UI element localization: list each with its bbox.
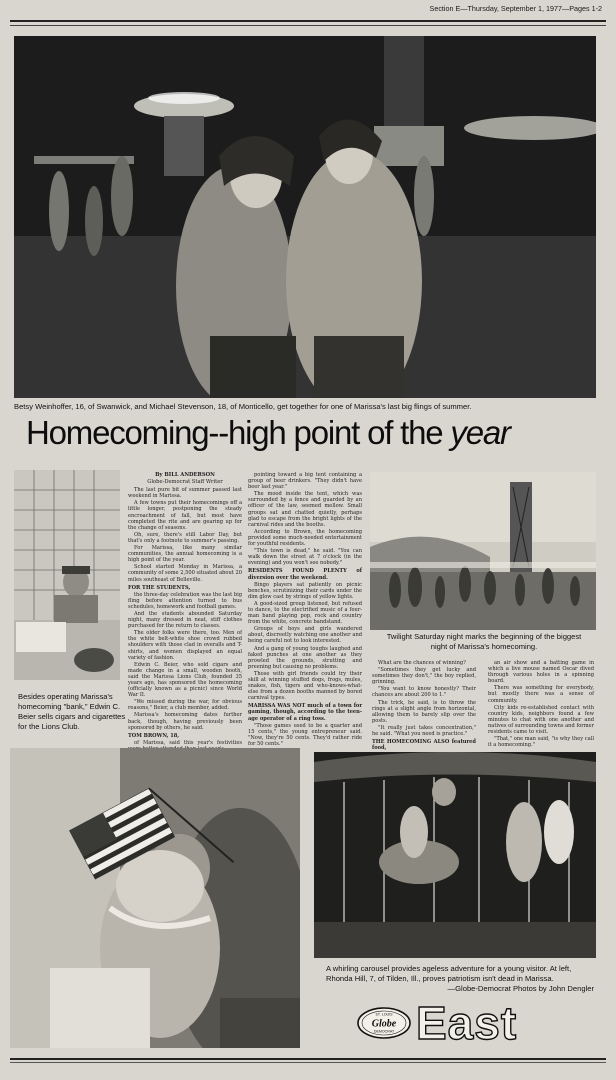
paragraph: "Those games used to be a quarter and 15 cents," the young entrepreneur said. "Now, they're 50 cents. They'd rather ride for 50 cents."	[248, 722, 362, 747]
paragraph: "It really just takes concentration," he said. "What you need is practice."	[372, 724, 476, 738]
bottom-rule-thin	[10, 1062, 606, 1063]
paragraph: Bingo players sat patiently on picnic benches, scrutinizing their cards under the dim glow cast by strings of yellow lights.	[248, 581, 362, 600]
paragraph: "That," one man said, "is why they call it a homecoming."	[488, 736, 594, 749]
paragraph: "This town is dead," he said. "You can walk down the street at 7 o'clock (in the evening) and you won't see nobody."	[248, 548, 362, 567]
logo-line3: DEMOCRAT	[373, 1029, 395, 1034]
paragraph: And the students abounded Saturday night, many dressed in neat, stiff clothes purchased for the return to classes.	[128, 610, 242, 630]
subhead: RESIDENTS FOUND PLENTY of diversion over the weekend.	[248, 568, 362, 581]
globe-democrat-logo	[356, 1006, 412, 1040]
paragraph: A few towns put their homecomings off a little longer, postponing the steady encroachment of fall, but most have completed the rite and are gearing up for the change of seasons.	[128, 500, 242, 531]
paragraph: of Marissa, said this year's festivities	[134, 739, 242, 746]
article-column-3	[372, 660, 476, 752]
paragraph: pointing toward a big tent containing a group of beer drinkers. "They didn't have beer last year."	[248, 472, 362, 491]
paragraph: The last pure bit of summer passed last weekend in Marissa.	[128, 487, 242, 500]
byline-staff: Globe-Democrat Staff Writer	[147, 479, 223, 486]
paragraph: What are the chances of winning?	[378, 660, 466, 666]
booth-photo-caption: Besides operating Marissa's homecoming "bank," Edwin C. Beier sells cigars and cigarettes for the Lions Club.	[18, 692, 126, 731]
paragraph: Oh, sure, there's still Labor Day, but that's only a footnote to summer's passing.	[128, 531, 242, 544]
main-photo-caption: Betsy Weinhoffer, 16, of Swanwick, and Michael Stevenson, 18, of Monticello, get together for one of Marissa's last big flings of summer.	[14, 402, 472, 411]
carousel-caption-text: A whirling carousel provides ageless adventure for a young visitor. At left, Rhonda Hill, 7, of Tilden, Ill., proves patriotism isn't dead in Marissa.	[326, 964, 572, 983]
paragraph: A good-sized group listened, but refused to dance, to the electrified music of a four-man band playing pop, rock and country from the white, concrete bandstand.	[248, 600, 362, 626]
paragraph: The trick, he said, is to throw the rings at a slight angle from horizontal, allowing them to barely slip over the posts.	[372, 699, 476, 724]
bottom-rule	[10, 1058, 606, 1060]
paragraph: And a gang of young toughs laughed and faked punches at one another as they prowled the grounds, strutting and preening but causing no problems.	[248, 645, 362, 670]
carousel-caption	[326, 964, 594, 994]
paragraph: School started Monday in Marissa, a community of some 2,500 situated about 20 miles southeast of Belleville.	[128, 564, 242, 583]
paragraph: According to Brown, the homecoming provided some much-needed entertainment for youthful residents.	[248, 528, 362, 548]
paragraph: The mood inside the tent, which was surrounded by a fence and guarded by an officer of the law, seemed mellow. Small groups sat and chatted quietly, perhaps glad to escape from the bright lights of the carnival rides and the booths.	[248, 491, 362, 528]
headline-main: Homecoming--high point of the	[26, 414, 451, 451]
article-column-2	[248, 472, 362, 748]
article-column-1	[128, 472, 242, 760]
paragraph: Edwin C. Beier, who sold cigars and made change in a small, wooden booth, said the Marissa Lions Club, founded 35 years ago, has sponsored the homecoming (officially known as a picnic) since World War II.	[128, 661, 242, 699]
paragraph: the three-day celebration was the last big fling before attention turned to bus schedules, homework and football games.	[128, 591, 242, 610]
paragraph: Those with girl friends could try their skill at winning stuffed dogs, frogs, mules, snakes, fish, tigers and who-knows-what-else from a dozen booths manned by bored carnival types.	[248, 670, 362, 702]
logo-line1: ST. LOUIS	[375, 1012, 393, 1017]
page-folio: Section E—Thursday, September 1, 1977—Pages 1-2	[429, 4, 602, 13]
paragraph: Marissa's homecoming dates further back, though, having previously been sponsored by others, he said.	[128, 712, 242, 731]
paragraph: an air show and a batting game in which a live mouse named Oscar dived through various holes in a spinning board.	[488, 660, 594, 685]
top-rule	[10, 20, 606, 22]
carousel-photo	[314, 752, 596, 958]
article-column-4	[488, 660, 594, 749]
headline-emph: year	[450, 414, 510, 451]
paragraph: The older folks were there, too. Men of the white belt-white shoe crowd rubbed shoulders with those clad in overalls and T-shirts, and women displayed an equal variety of fashion.	[128, 630, 242, 661]
lead-in: TOM BROWN, 18,	[128, 732, 180, 739]
top-rule-thin	[10, 25, 606, 26]
main-photo-couple	[14, 36, 596, 398]
section-title-east: East	[416, 997, 518, 1049]
lead-in: FOR THE STUDENTS,	[128, 584, 191, 591]
paragraph: "Sometimes they get lucky and sometimes they don't," the boy replied, grinning.	[372, 667, 476, 686]
paragraph: City kids re-established contact with country kids, neighbors found a few minutes to chat with one another and natives of surrounding towns and former residents came to visit.	[488, 704, 594, 736]
paragraph: "You want to know honestly? Their chances are about 200 to 1."	[372, 686, 476, 699]
booth-photo	[14, 470, 120, 680]
logo-word: Globe	[371, 1018, 397, 1030]
twilight-photo-caption: Twilight Saturday night marks the beginning of the biggest night of Marissa's homecoming.	[386, 632, 582, 651]
subhead: MARISSA WAS NOT much of a town for gaming, though, according to the teen-age operator of a ring toss.	[248, 703, 362, 722]
paragraph: There was something for everybody, but mostly there was a sense of community.	[488, 685, 594, 704]
headline	[26, 414, 596, 452]
paragraph: Groups of boys and girls wandered about, discreetly watching one another and being careful not to look interested.	[248, 626, 362, 645]
twilight-fair-photo	[370, 472, 596, 630]
paragraph: For Marissa, like many similar communities, the annual homecoming is a high point of the year.	[128, 545, 242, 564]
photo-credit: —Globe-Democrat Photos by John Dengler	[447, 984, 594, 993]
subhead: THE HOMECOMING ALSO featured food,	[372, 739, 476, 752]
byline: By BILL ANDERSON	[155, 472, 215, 478]
flag-girl-photo	[10, 748, 300, 1048]
paragraph: "We missed during the war, for obvious reasons," Beier, a club member, added.	[128, 699, 242, 712]
